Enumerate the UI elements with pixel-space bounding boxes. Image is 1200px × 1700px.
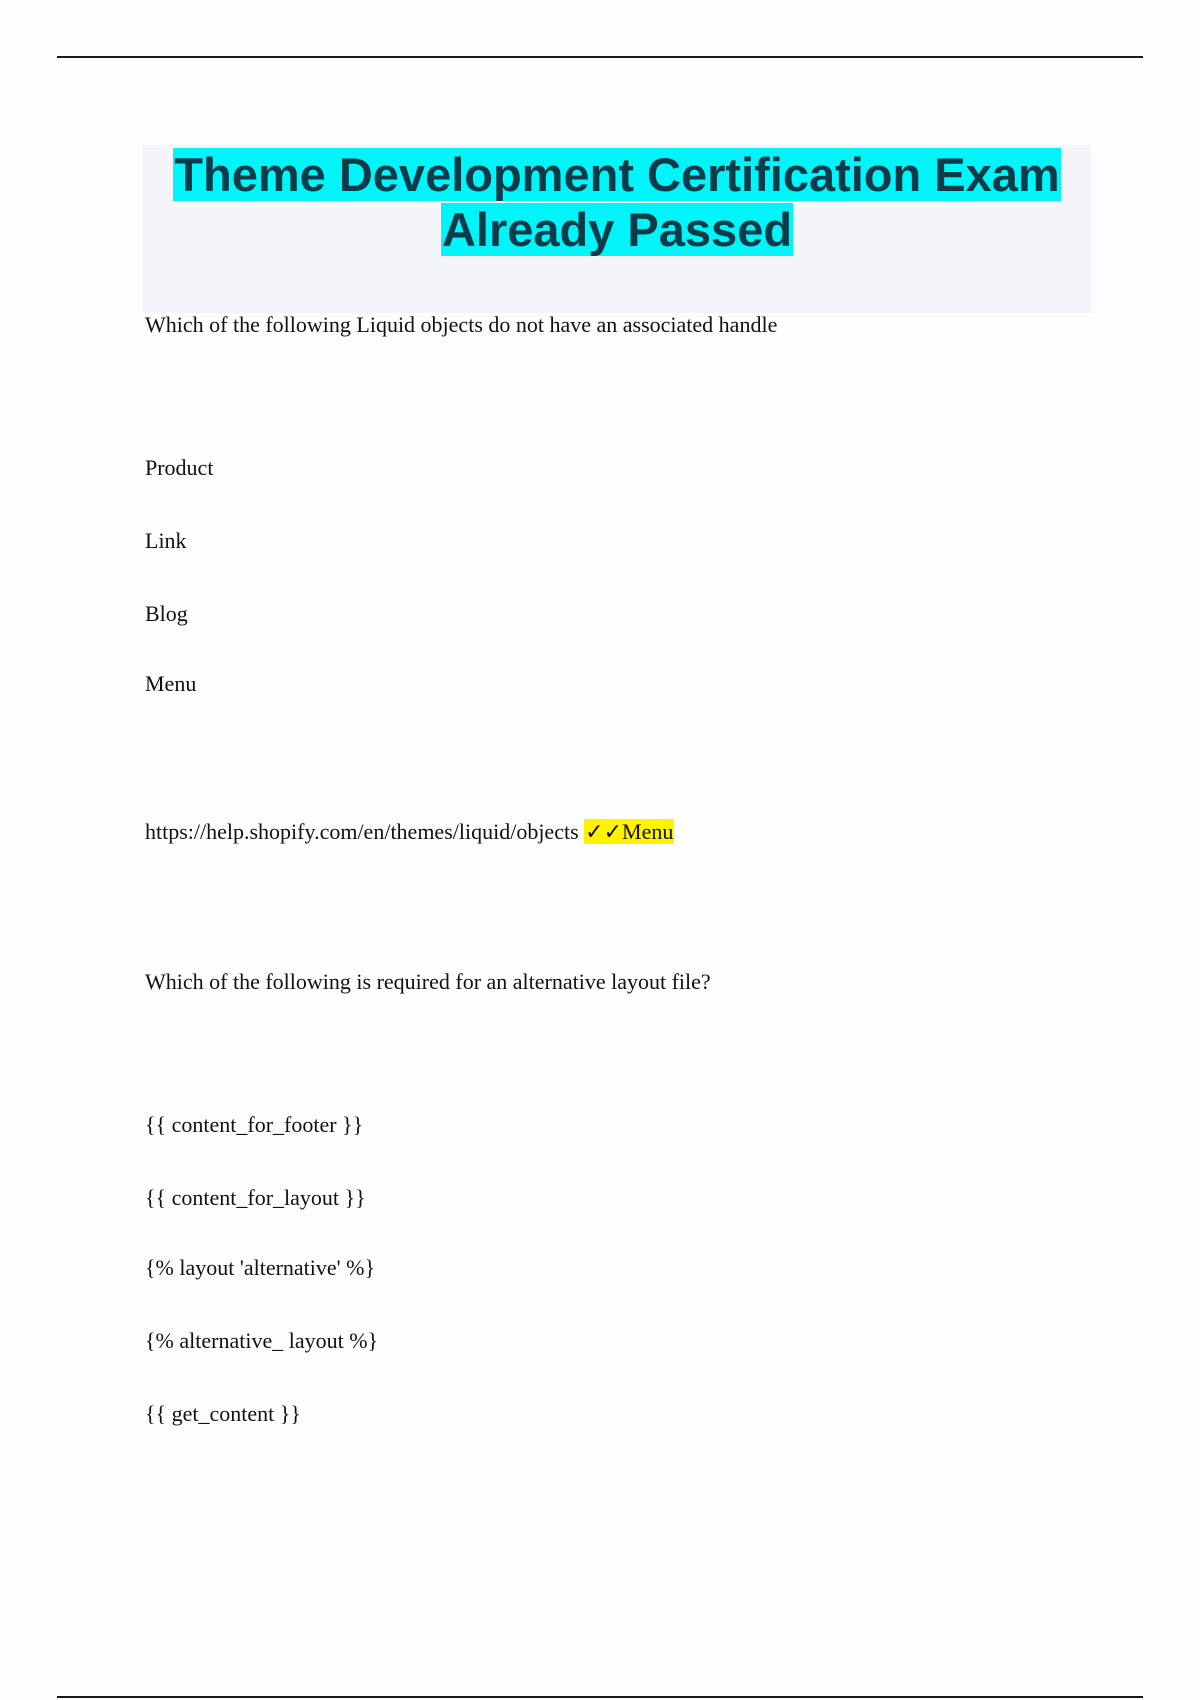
question-1-option-4: Menu <box>145 671 197 696</box>
bottom-rule <box>57 1696 1143 1698</box>
question-2-option-4: {% alternative_ layout %} <box>145 1328 379 1353</box>
question-2-prompt: Which of the following is required for an alternative layout file? <box>145 969 711 994</box>
top-rule <box>57 56 1143 58</box>
question-1-option-3: Blog <box>145 601 188 626</box>
answer-source-link[interactable]: https://help.shopify.com/en/themes/liquid/objects <box>145 819 579 844</box>
answer-highlight <box>584 819 674 844</box>
title-line-2: Already Passed <box>441 203 793 256</box>
title-panel <box>143 145 1091 313</box>
document-title <box>143 145 1091 257</box>
question-2-option-1: {{ content_for_footer }} <box>145 1112 364 1137</box>
double-check-icon: ✓✓ <box>585 819 623 844</box>
answer-text: Menu <box>622 819 674 844</box>
question-1-prompt: Which of the following Liquid objects do not have an associated handle <box>145 312 778 337</box>
question-2-option-2: {{ content_for_layout }} <box>145 1185 366 1210</box>
question-1-option-1: Product <box>145 455 214 480</box>
question-1-option-2: Link <box>145 528 187 553</box>
question-1-answer <box>145 818 674 846</box>
title-line-1: Theme Development Certification Exam <box>174 148 1060 201</box>
question-2-option-5: {{ get_content }} <box>145 1401 301 1426</box>
question-2-option-3: {% layout 'alternative' %} <box>145 1255 376 1280</box>
